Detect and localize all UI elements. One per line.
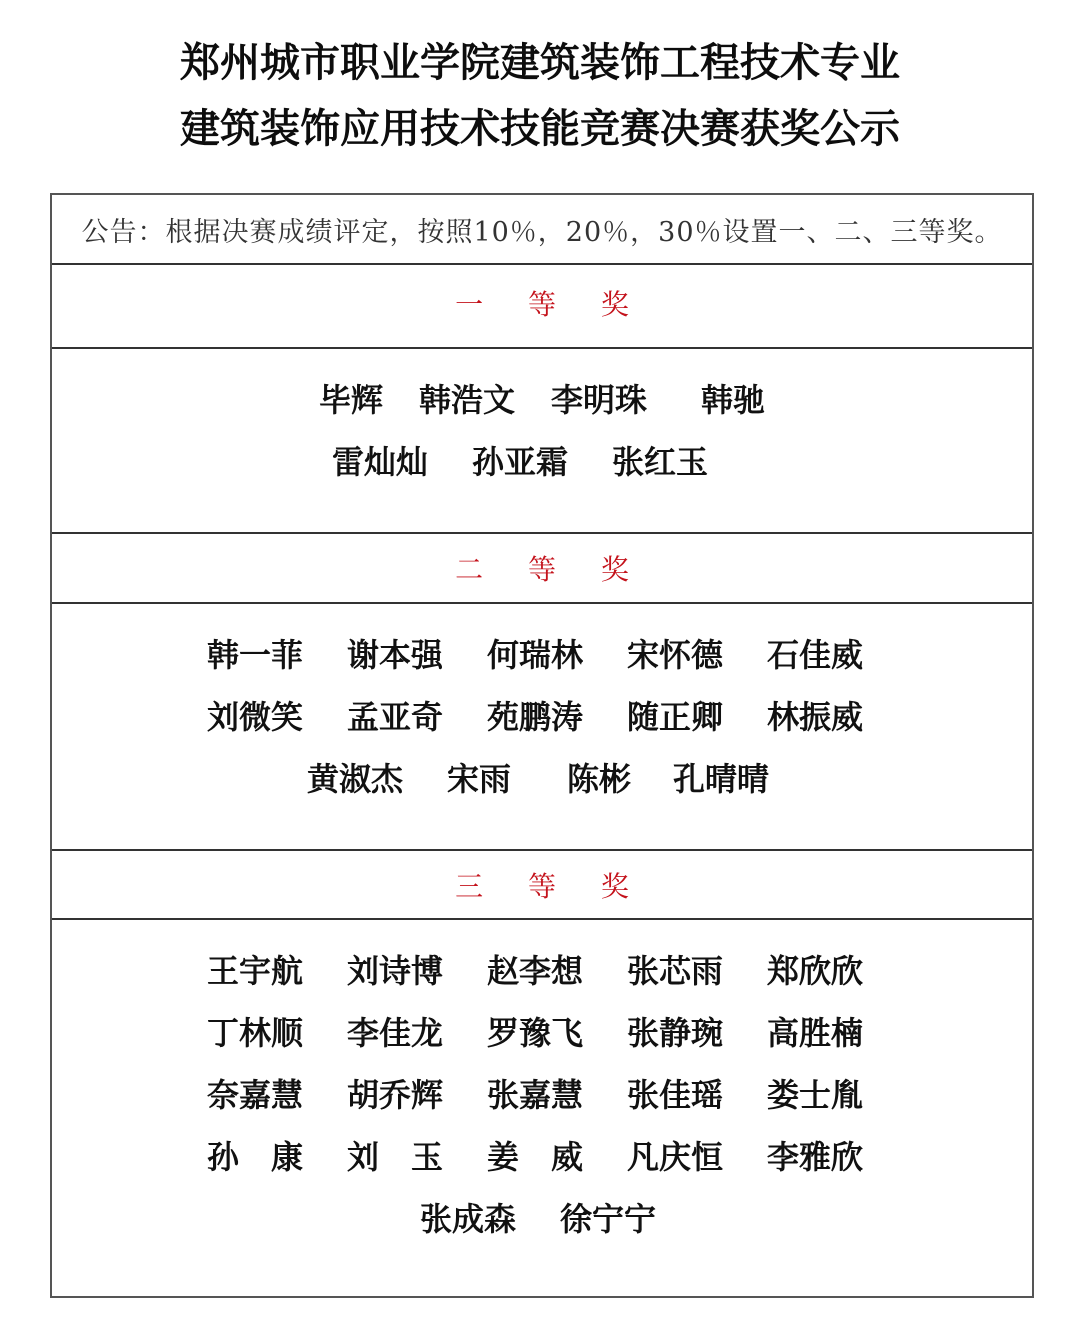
winner-name: 徐宁宁 xyxy=(560,1200,657,1238)
winner-name: 张静琬 xyxy=(627,1014,724,1052)
winner-name: 孙亚霜 xyxy=(472,443,569,481)
title-line-2: 建筑装饰应用技术技能竞赛决赛获奖公示 xyxy=(180,106,900,152)
winner-name: 李佳龙 xyxy=(347,1014,444,1052)
winner-name: 张佳瑶 xyxy=(627,1076,724,1114)
winner-name: 苑鹏涛 xyxy=(487,698,584,736)
winner-name: 张嘉慧 xyxy=(487,1076,584,1114)
winner-name: 凡庆恒 xyxy=(627,1138,724,1176)
awards-table xyxy=(50,193,1034,1298)
winner-name: 韩一菲 xyxy=(207,636,304,674)
name-line xyxy=(52,1186,1032,1248)
winner-name: 孙 康 xyxy=(207,1138,304,1176)
name-line xyxy=(52,938,1032,1000)
winner-name: 雷灿灿 xyxy=(332,443,429,481)
notice-text: 公告：根据决赛成绩评定，按照10％，20％，30％设置一、二、三等奖。 xyxy=(81,216,1003,248)
winner-name: 毕辉 xyxy=(318,381,383,419)
winner-name: 何瑞林 xyxy=(487,636,584,674)
tier-label-second: 二 等 奖 xyxy=(455,553,647,586)
winner-name: 黄淑杰 xyxy=(307,760,404,798)
name-line xyxy=(52,367,1032,429)
tier-names-first xyxy=(52,349,1032,534)
winner-name: 孟亚奇 xyxy=(347,698,444,736)
winner-name: 宋怀德 xyxy=(627,636,724,674)
winner-name: 胡乔辉 xyxy=(347,1076,444,1114)
tier-names-second xyxy=(52,604,1032,851)
name-line xyxy=(52,1000,1032,1062)
winner-name: 李明珠 xyxy=(551,381,648,419)
name-line xyxy=(52,684,1032,746)
name-line xyxy=(52,429,1032,491)
winner-name: 宋雨 xyxy=(447,760,512,798)
tier-names-third xyxy=(52,920,1032,1296)
name-line xyxy=(52,746,1032,808)
winner-name: 随正卿 xyxy=(627,698,724,736)
winner-name: 刘诗博 xyxy=(347,952,444,990)
winner-name: 石佳威 xyxy=(767,636,864,674)
notice-row xyxy=(52,195,1032,265)
winner-name: 陈彬 xyxy=(567,760,632,798)
tier-header-first xyxy=(52,265,1032,349)
winner-name: 娄士胤 xyxy=(767,1076,864,1114)
winner-name: 刘微笑 xyxy=(207,698,304,736)
winner-name: 罗豫飞 xyxy=(487,1014,584,1052)
winner-name: 赵李想 xyxy=(487,952,584,990)
title-line-1: 郑州城市职业学院建筑装饰工程技术专业 xyxy=(180,40,900,86)
document-title xyxy=(0,30,1080,162)
name-line xyxy=(52,1124,1032,1186)
winner-name: 谢本强 xyxy=(347,636,444,674)
winner-name: 姜 威 xyxy=(487,1138,584,1176)
winner-name: 张红玉 xyxy=(612,443,709,481)
tier-header-third xyxy=(52,851,1032,920)
winner-name: 张芯雨 xyxy=(627,952,724,990)
winner-name: 李雅欣 xyxy=(767,1138,864,1176)
name-line xyxy=(52,1062,1032,1124)
tier-label-first: 一 等 奖 xyxy=(455,288,647,321)
winner-name: 奈嘉慧 xyxy=(207,1076,304,1114)
winner-name: 张成森 xyxy=(420,1200,517,1238)
tier-header-second xyxy=(52,534,1032,604)
winner-name: 郑欣欣 xyxy=(767,952,864,990)
tier-label-third: 三 等 奖 xyxy=(455,870,647,903)
winner-name: 刘 玉 xyxy=(347,1138,444,1176)
winner-name: 王宇航 xyxy=(207,952,304,990)
name-line xyxy=(52,622,1032,684)
winner-name: 林振威 xyxy=(767,698,864,736)
winner-name: 孔晴晴 xyxy=(673,760,770,798)
winner-name: 韩浩文 xyxy=(418,381,515,419)
winner-name: 丁林顺 xyxy=(207,1014,304,1052)
winner-name: 韩驰 xyxy=(701,381,766,419)
winner-name: 高胜楠 xyxy=(767,1014,864,1052)
